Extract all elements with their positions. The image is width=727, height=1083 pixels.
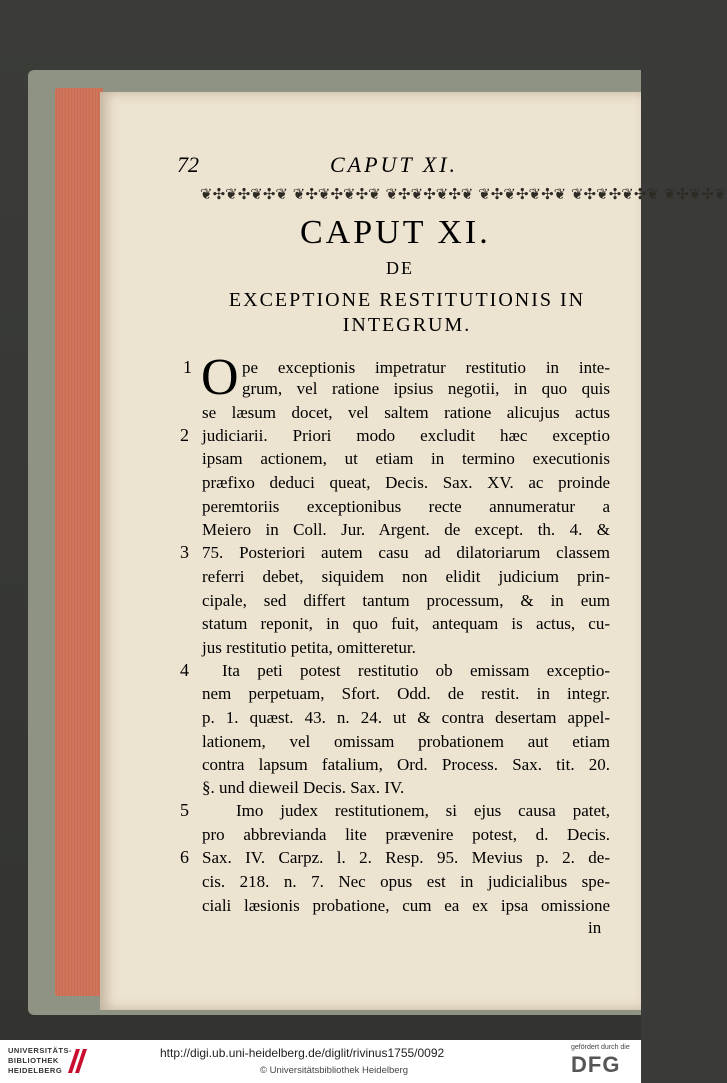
body-line: ciali læsionis probatione, cum ea ex ipsa omissione xyxy=(202,896,610,915)
body-line: jus restitutio petita, omitteretur. xyxy=(202,638,416,657)
red-page-edges xyxy=(55,88,103,996)
body-line: judiciarii. Priori modo excludit hæc exceptio xyxy=(202,426,610,445)
library-logo-text xyxy=(8,1046,72,1076)
body-line: cipale, sed differt tantum processum, & in eum xyxy=(202,591,610,610)
catchword: in xyxy=(588,918,602,937)
margin-number: 2 xyxy=(180,425,189,445)
body-line: lationem, vel omissam probationem aut etiam xyxy=(202,732,610,751)
body-line: nem perpetuam, Sfort. Odd. de restit. in integr. xyxy=(202,684,610,703)
body-line: Sax. IV. Carpz. l. 2. Resp. 95. Mevius p. 2. de- xyxy=(202,848,610,867)
margin-number: 4 xyxy=(180,660,189,680)
running-title: CAPUT XI. xyxy=(330,152,459,177)
body-line: pe exceptionis impetratur restitutio in inte- xyxy=(242,358,610,377)
heading-line-2: INTEGRUM. xyxy=(342,314,472,336)
chapter-heading xyxy=(202,288,612,338)
body-line: cis. 218. n. 7. Nec opus est in judicialibus spe- xyxy=(202,872,610,891)
body-line: p. 1. quæst. 43. n. 24. ut & contra desertam appel- xyxy=(202,708,610,727)
library-logo-icon xyxy=(66,1045,88,1075)
body-line: contra lapsum fatalium, Ord. Process. Sax. tit. 20. xyxy=(202,755,610,774)
body-line: se læsum docet, vel saltem ratione alicujus actus xyxy=(202,403,610,422)
body-line: §. und dieweil Decis. Sax. IV. xyxy=(202,778,405,797)
chapter-de: DE xyxy=(386,258,414,278)
heading-line-1: EXCEPTIONE RESTITUTIONIS IN xyxy=(228,289,586,311)
margin-number: 6 xyxy=(180,847,189,867)
page-number: 72 xyxy=(177,152,199,177)
body-line: Meiero in Coll. Jur. Argent. de except. th. 4. & xyxy=(202,520,610,539)
copyright-text: © Universitätsbibliothek Heidelberg xyxy=(260,1065,408,1076)
dfg-logo: DFG xyxy=(571,1052,621,1077)
body-line: statum reponit, in quo fuit, antequam is actus, cu- xyxy=(202,614,610,633)
ornament-band: ❦✣❦✣❦✣❦ ❦✣❦✣❦✣❦ ❦✣❦✣❦✣❦ ❦✣❦✣❦✣❦ ❦✣❦✣❦✣❦ ❦✣❦✣❦ xyxy=(200,185,727,203)
body-line: grum, vel ratione ipsius negotii, in quo quis xyxy=(242,379,610,398)
body-line: peremtoriis exceptionibus recte annumeratur a xyxy=(202,497,610,516)
body-line: ipsam actionem, ut etiam in termino executionis xyxy=(202,449,610,468)
margin-number: 5 xyxy=(180,800,189,820)
body-line: pro abbrevianda lite prævenire potest, d. Decis. xyxy=(202,825,610,844)
drop-cap: O xyxy=(201,349,239,406)
library-line-2: BIBLIOTHEK xyxy=(8,1056,59,1065)
body-line: Ita peti potest restitutio ob emissam exceptio- xyxy=(222,661,610,680)
body-line: 75. Posteriori autem casu ad dilatoriarum classem xyxy=(202,543,610,562)
funded-by-text: gefördert durch die xyxy=(571,1044,630,1051)
library-line-1: UNIVERSITÄTS- xyxy=(8,1046,73,1055)
margin-number: 3 xyxy=(180,542,189,562)
margin-number: 1 xyxy=(183,357,192,377)
body-line: præfixo deduci queat, Decis. Sax. XV. ac proinde xyxy=(202,473,610,492)
footer-bar xyxy=(0,1040,641,1083)
permalink-url[interactable]: http://digi.ub.uni-heidelberg.de/diglit/rivinus1755/0092 xyxy=(160,1046,445,1060)
body-line: Imo judex restitutionem, si ejus causa patet, xyxy=(236,801,610,820)
library-line-3: HEIDELBERG xyxy=(8,1066,63,1075)
chapter-title: CAPUT XI. xyxy=(300,214,491,251)
body-line: referri debet, siquidem non elidit judicium prin- xyxy=(202,567,610,586)
